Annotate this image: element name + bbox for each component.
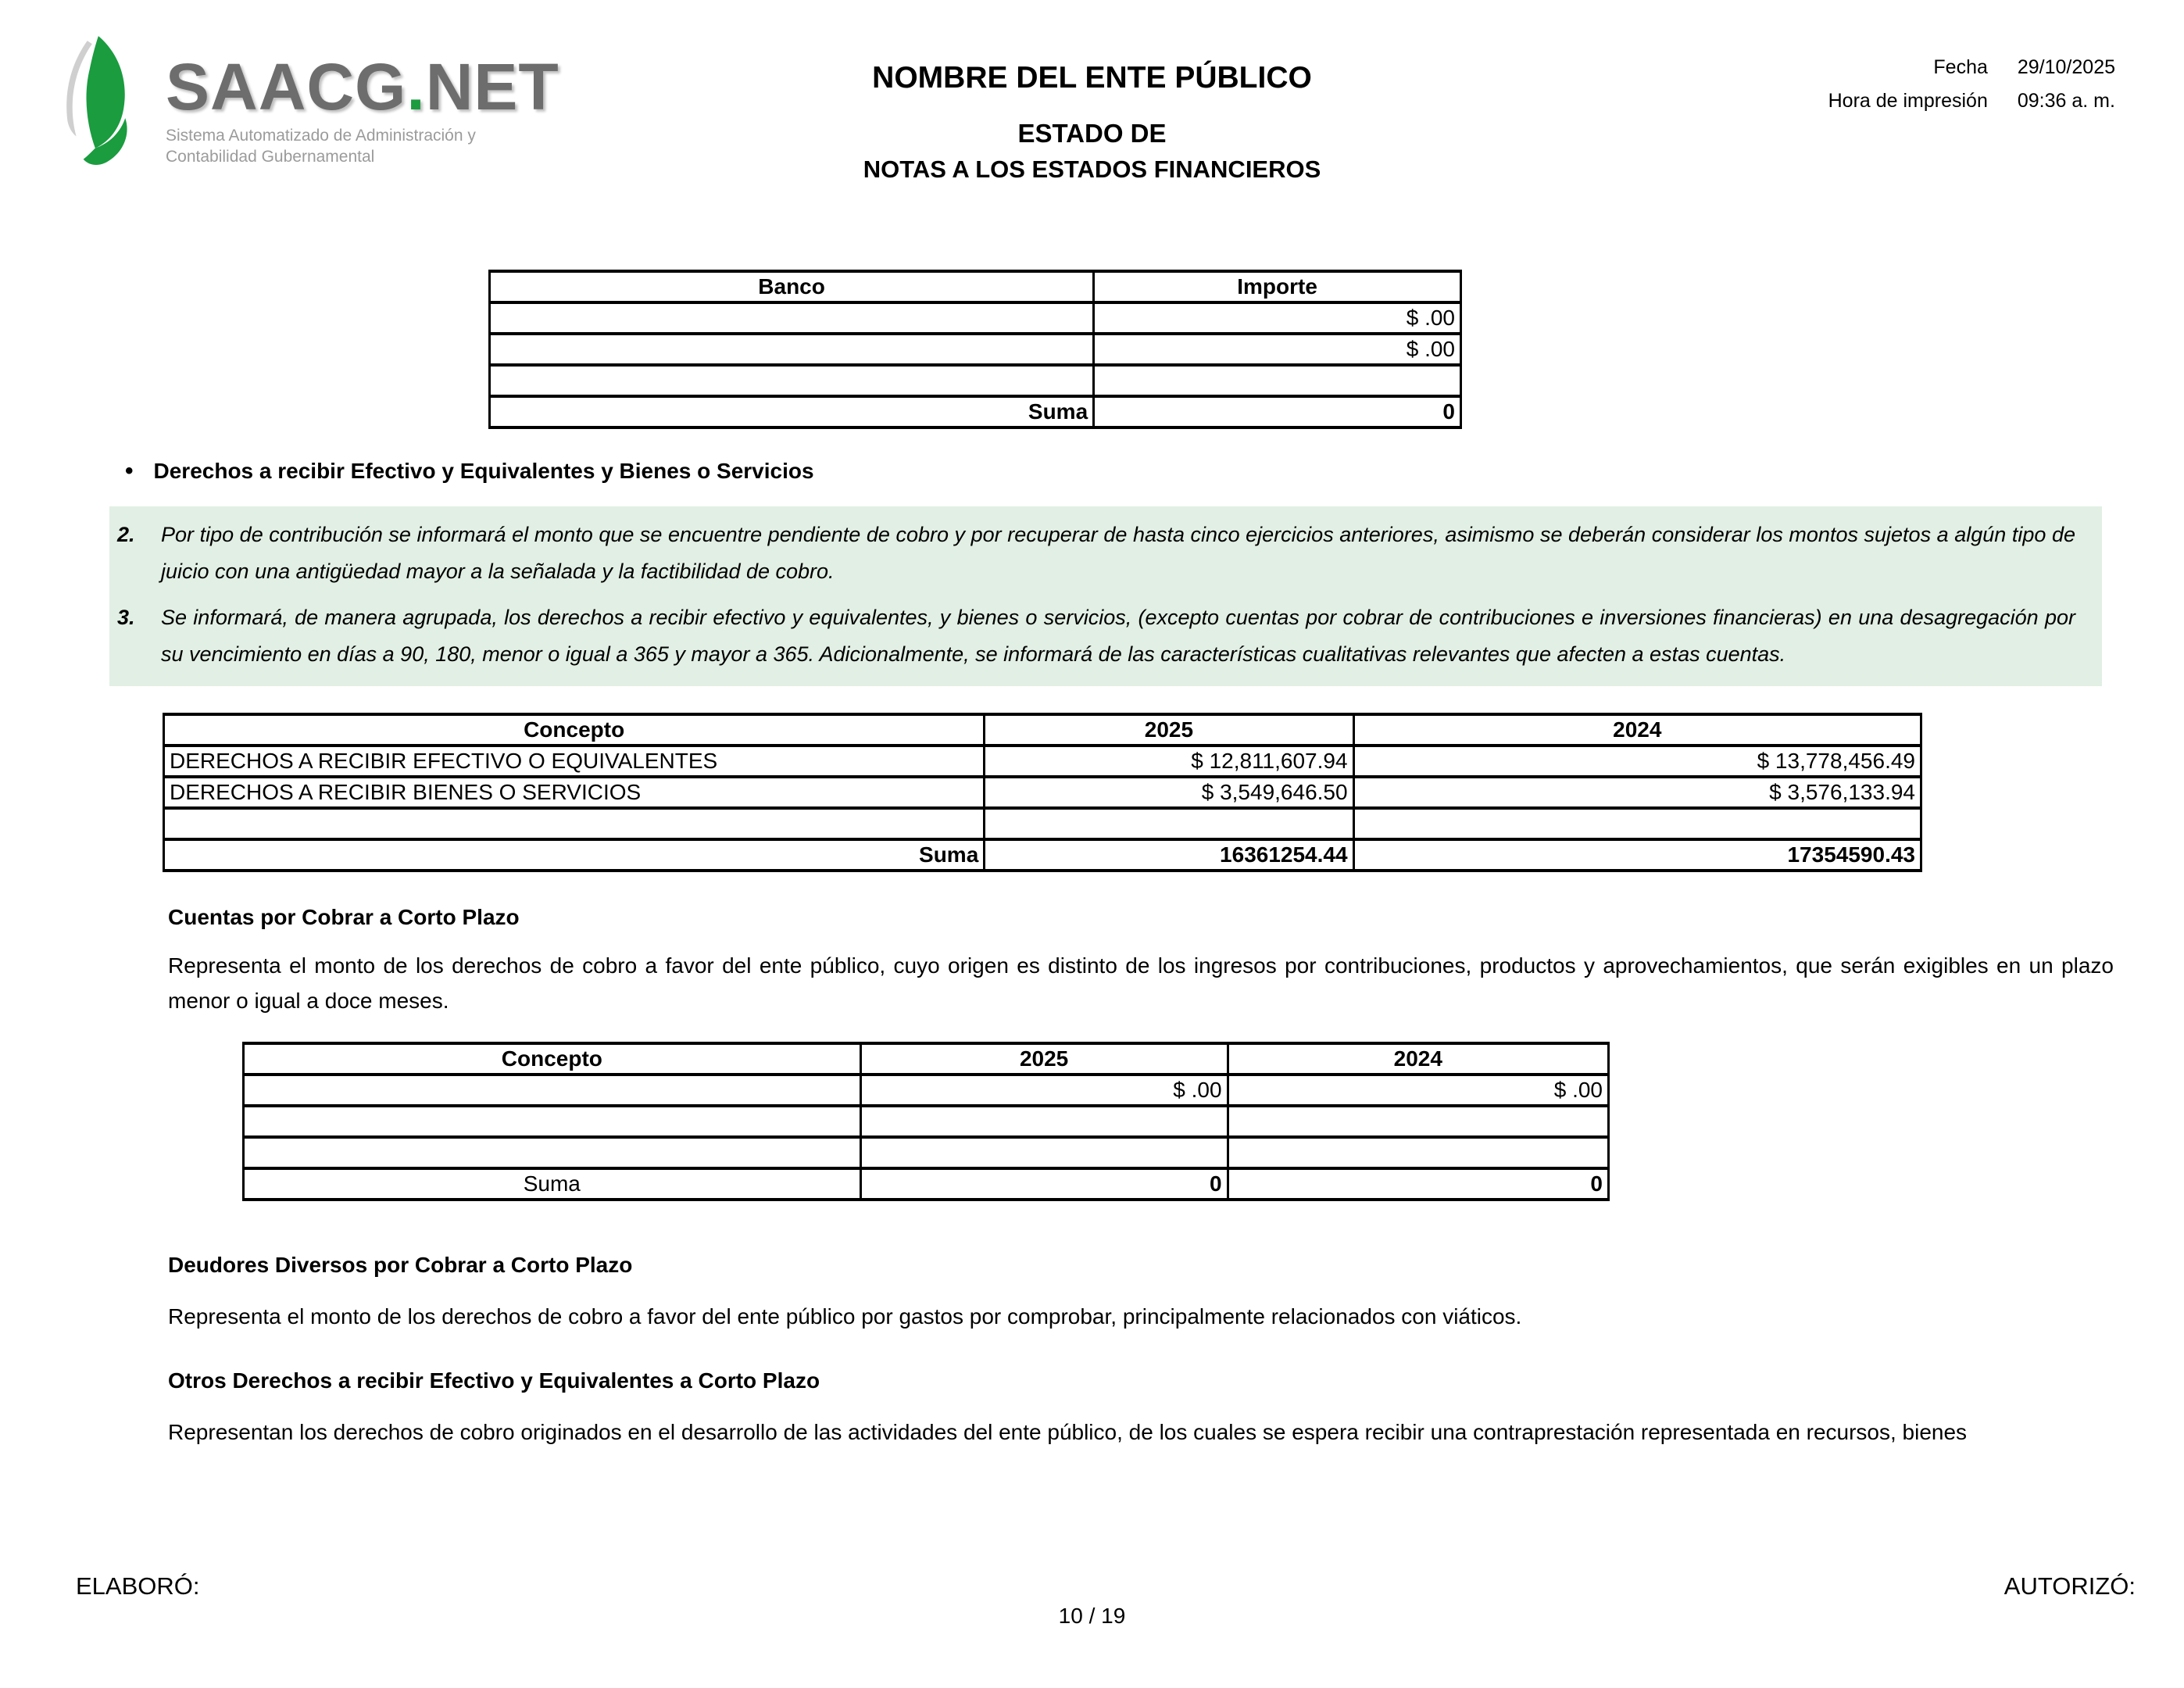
table-row	[164, 746, 1921, 777]
table-row	[164, 777, 1921, 808]
bank-cell	[490, 334, 1094, 365]
page-indicator: 10 / 19	[1058, 1604, 1126, 1628]
value-2024-cell	[1228, 1106, 1608, 1137]
value-2025-cell	[860, 1137, 1228, 1168]
tagline-line1: Sistema Automatizado de Administración y	[166, 127, 476, 145]
table-row	[490, 302, 1461, 334]
year-2025-col-header: 2025	[860, 1043, 1228, 1075]
value-2024-cell: $ .00	[1228, 1075, 1608, 1106]
brand-suffix: NET	[425, 50, 559, 123]
cuentas-table-header-row	[244, 1043, 1609, 1075]
value-2025-cell	[860, 1106, 1228, 1137]
elaboro-label: ELABORÓ:	[76, 1572, 200, 1600]
note-text: Por tipo de contribución se informará el monto que se encuentre pendiente de cobro y por recuperar de hasta cinco ejercicios anteriores, asimismo se deberán considerar los montos sujetos a algún tipo de juicio con una antigüedad mayor a la señalada y la factibilidad de cobro.	[161, 523, 2075, 583]
value-2025-cell	[985, 808, 1353, 839]
otros-section-body: Representan los derechos de cobro originados en el desarrollo de las actividades del ente público, de los cuales se espera recibir una contraprestación representada en recursos, bienes	[168, 1420, 1968, 1444]
note-text: Se informará, de manera agrupada, los derechos a recibir efectivo y equivalentes, y bienes o servicios, (excepto cuentas por cobrar de contribuciones e inversiones financieras) en una desagregación por su vencimiento en días a 90, 180, menor o igual a 365 y mayor a 365. Adicionalmente, se informará de las características cualitativas relevantes que afecten a estas cuentas.	[161, 606, 2075, 666]
report-title: ESTADO DE	[1017, 119, 1167, 148]
importe-cell: $ .00	[1094, 302, 1461, 334]
bullet-heading-text: Derechos a recibir Efectivo y Equivalentes y Bienes o Servicios	[153, 459, 814, 483]
suma-2024-value: 17354590.43	[1353, 839, 1921, 871]
concepto-cell	[244, 1106, 861, 1137]
cuentas-table	[242, 1042, 1610, 1201]
bank-cell	[490, 302, 1094, 334]
bank-col-header: Banco	[490, 271, 1094, 302]
otros-section-heading: Otros Derechos a recibir Efectivo y Equivalentes a Corto Plazo	[168, 1368, 820, 1393]
importe-col-header: Importe	[1094, 271, 1461, 302]
table-row	[244, 1106, 1609, 1137]
year-2025-col-header: 2025	[985, 714, 1353, 746]
suma-label: Suma	[490, 396, 1094, 427]
notes-highlight-block	[109, 506, 2102, 686]
autorizo-label: AUTORIZÓ:	[2003, 1572, 2136, 1600]
value-2024-cell: $ 3,576,133.94	[1353, 777, 1921, 808]
note-item	[109, 517, 2102, 590]
print-info	[1828, 56, 2115, 113]
derechos-table	[163, 713, 1922, 872]
concepto-col-header: Concepto	[244, 1043, 861, 1075]
brand-main: SAACG	[166, 50, 407, 123]
bullet-icon: •	[125, 458, 134, 484]
note-number: 2.	[117, 523, 135, 546]
cuentas-table-suma-row	[244, 1168, 1609, 1200]
concepto-cell	[164, 808, 985, 839]
bank-table-suma-row	[490, 396, 1461, 427]
note-number: 3.	[117, 606, 135, 629]
suma-2024-value: 0	[1228, 1168, 1608, 1200]
concepto-col-header: Concepto	[164, 714, 985, 746]
value-2025-cell: $ 12,811,607.94	[985, 746, 1353, 777]
value-2024-cell	[1353, 808, 1921, 839]
year-2024-col-header: 2024	[1353, 714, 1921, 746]
derechos-table-suma-row	[164, 839, 1921, 871]
table-row	[164, 808, 1921, 839]
importe-cell: $ .00	[1094, 334, 1461, 365]
concepto-cell: DERECHOS A RECIBIR EFECTIVO O EQUIVALENTES	[164, 746, 985, 777]
tagline-line2: Contabilidad Gubernamental	[166, 148, 375, 166]
date-label: Fecha	[1933, 56, 1988, 78]
bank-table	[488, 270, 1462, 429]
suma-label: Suma	[244, 1168, 861, 1200]
print-time-label: Hora de impresión	[1828, 90, 1988, 112]
suma-2025-value: 0	[860, 1168, 1228, 1200]
table-row	[490, 334, 1461, 365]
cuentas-section-body: Representa el monto de los derechos de cobro a favor del ente público, cuyo origen es distinto de los ingresos por contribuciones, productos y aprovechamientos, que serán exigibles en un plazo menor o igual a doce meses.	[168, 953, 2114, 1013]
note-item	[109, 599, 2102, 673]
bank-cell	[490, 365, 1094, 396]
deudores-section-heading: Deudores Diversos por Cobrar a Corto Plazo	[168, 1253, 633, 1277]
value-2024-cell: $ 13,778,456.49	[1353, 746, 1921, 777]
cuentas-section-heading: Cuentas por Cobrar a Corto Plazo	[168, 905, 520, 929]
deudores-section-body: Representa el monto de los derechos de cobro a favor del ente público por gastos por comprobar, principalmente relacionados con viáticos.	[168, 1304, 1522, 1329]
report-subtitle: NOTAS A LOS ESTADOS FINANCIEROS	[863, 156, 1321, 183]
brand-dot-icon: .	[406, 50, 426, 123]
table-row	[244, 1075, 1609, 1106]
concepto-cell: DERECHOS A RECIBIR BIENES O SERVICIOS	[164, 777, 985, 808]
entity-name: NOMBRE DEL ENTE PÚBLICO	[872, 61, 1312, 95]
bullet-heading-line	[125, 458, 814, 485]
table-row	[490, 365, 1461, 396]
value-2025-cell: $ 3,549,646.50	[985, 777, 1353, 808]
suma-label: Suma	[164, 839, 985, 871]
print-time-value: 09:36 a. m.	[2017, 90, 2115, 112]
year-2024-col-header: 2024	[1228, 1043, 1608, 1075]
value-2025-cell: $ .00	[860, 1075, 1228, 1106]
importe-cell	[1094, 365, 1461, 396]
suma-value: 0	[1094, 396, 1461, 427]
table-row	[244, 1137, 1609, 1168]
value-2024-cell	[1228, 1137, 1608, 1168]
bank-table-header-row	[490, 271, 1461, 302]
date-value: 29/10/2025	[2017, 56, 2115, 78]
derechos-table-header-row	[164, 714, 1921, 746]
suma-2025-value: 16361254.44	[985, 839, 1353, 871]
concepto-cell	[244, 1075, 861, 1106]
concepto-cell	[244, 1137, 861, 1168]
